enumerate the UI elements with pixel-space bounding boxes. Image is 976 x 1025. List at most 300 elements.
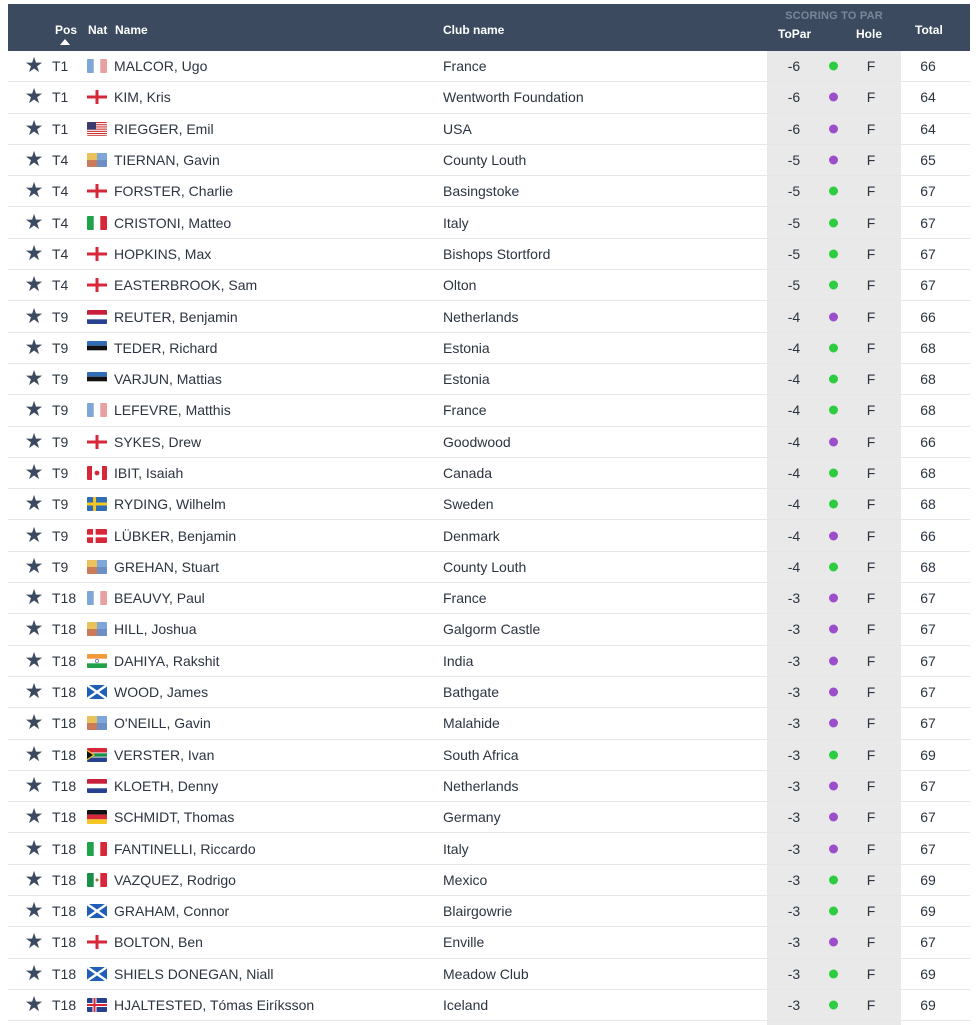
- table-row[interactable]: [8, 833, 970, 864]
- status-dot-icon: [829, 62, 838, 71]
- hole-status: F: [866, 934, 876, 951]
- position: T4: [52, 277, 69, 294]
- table-row[interactable]: [8, 614, 970, 645]
- favorite-star-icon[interactable]: ★: [24, 836, 44, 860]
- to-par-score: -4: [787, 371, 801, 388]
- player-name[interactable]: KIM, Kris: [114, 89, 171, 106]
- hole-status: F: [866, 58, 876, 75]
- total-score: 67: [920, 934, 936, 951]
- table-row[interactable]: [8, 301, 970, 332]
- status-dot-icon: [829, 281, 838, 290]
- position: T18: [52, 809, 77, 826]
- club-name: USA: [443, 120, 472, 137]
- favorite-star-icon[interactable]: ★: [24, 867, 44, 891]
- to-par-score: -4: [787, 527, 801, 544]
- table-row[interactable]: [8, 646, 970, 677]
- club-name: Malahide: [443, 715, 500, 732]
- player-name[interactable]: SCHMIDT, Thomas: [114, 809, 235, 826]
- club-name: Italy: [443, 214, 469, 231]
- hole-status: F: [866, 308, 876, 325]
- flag-in-icon: [87, 654, 107, 668]
- to-par-score: -6: [787, 89, 801, 106]
- position: T1: [52, 89, 69, 106]
- total-score: 67: [920, 277, 936, 294]
- total-score: 67: [920, 777, 936, 794]
- total-score: 67: [920, 183, 936, 200]
- flag-ca-icon: [87, 466, 107, 480]
- status-dot-icon: [829, 93, 838, 102]
- player-name[interactable]: VAZQUEZ, Rodrigo: [114, 871, 236, 888]
- player-name[interactable]: SYKES, Drew: [114, 433, 202, 450]
- total-score: 67: [920, 684, 936, 701]
- total-score: 66: [920, 58, 936, 75]
- total-score: 68: [920, 402, 936, 419]
- flag-en-icon: [87, 247, 107, 261]
- hole-status: F: [866, 183, 876, 200]
- position: T18: [52, 715, 77, 732]
- position: T9: [52, 402, 69, 419]
- total-score: 65: [920, 152, 936, 169]
- position: T1: [52, 58, 69, 75]
- table-row[interactable]: [8, 771, 970, 802]
- to-par-score: -3: [787, 652, 801, 669]
- player-name[interactable]: CRISTONI, Matteo: [114, 214, 232, 231]
- hole-status: F: [866, 840, 876, 857]
- position: T9: [52, 558, 69, 575]
- club-name: Sweden: [443, 496, 494, 513]
- position: T18: [52, 840, 77, 857]
- table-row[interactable]: [8, 927, 970, 958]
- flag-fr-icon: [87, 591, 107, 605]
- table-row[interactable]: [8, 959, 970, 990]
- player-name[interactable]: HOPKINS, Max: [114, 245, 212, 262]
- table-row[interactable]: [8, 82, 970, 113]
- status-dot-icon: [829, 938, 838, 947]
- hole-status: F: [866, 621, 876, 638]
- favorite-star-icon[interactable]: ★: [24, 899, 44, 923]
- flag-en-icon: [87, 935, 107, 949]
- position: T4: [52, 183, 69, 200]
- status-dot-icon: [829, 813, 838, 822]
- column-header-name[interactable]: Name: [115, 23, 148, 37]
- table-row[interactable]: [8, 489, 970, 520]
- to-par-score: -5: [787, 277, 801, 294]
- table-row[interactable]: [8, 458, 970, 489]
- to-par-score: -3: [787, 809, 801, 826]
- flag-ee-icon: [87, 341, 107, 355]
- table-row[interactable]: [8, 145, 970, 176]
- hole-status: F: [866, 997, 876, 1014]
- club-name: Basingstoke: [443, 183, 520, 200]
- flag-is-icon: [87, 998, 107, 1012]
- position: T9: [52, 339, 69, 356]
- player-name[interactable]: VERSTER, Ivan: [114, 746, 215, 763]
- favorite-star-icon[interactable]: ★: [24, 648, 44, 672]
- to-par-score: -6: [787, 58, 801, 75]
- total-score: 69: [920, 746, 936, 763]
- player-name[interactable]: O'NEILL, Gavin: [114, 715, 211, 732]
- total-score: 66: [920, 527, 936, 544]
- flag-se-icon: [87, 497, 107, 511]
- total-score: 69: [920, 871, 936, 888]
- flag-en-icon: [87, 435, 107, 449]
- status-dot-icon: [829, 124, 838, 133]
- flag-it-icon: [87, 842, 107, 856]
- position: T18: [52, 871, 77, 888]
- total-score: 68: [920, 371, 936, 388]
- favorite-star-icon[interactable]: ★: [24, 711, 44, 735]
- player-name[interactable]: HILL, Joshua: [114, 621, 197, 638]
- flag-fr-icon: [87, 403, 107, 417]
- position: T18: [52, 965, 77, 982]
- position: T18: [52, 746, 77, 763]
- club-name: Denmark: [443, 527, 500, 544]
- status-dot-icon: [829, 375, 838, 384]
- table-row[interactable]: [8, 708, 970, 739]
- flag-ie-icon: [87, 560, 107, 574]
- leaderboard-rows: [8, 51, 970, 1021]
- to-par-score: -4: [787, 496, 801, 513]
- favorite-star-icon[interactable]: ★: [24, 241, 44, 265]
- flag-en-icon: [87, 90, 107, 104]
- status-dot-icon: [829, 406, 838, 415]
- flag-en-icon: [87, 184, 107, 198]
- player-name[interactable]: KLOETH, Denny: [114, 777, 219, 794]
- status-dot-icon: [829, 750, 838, 759]
- total-score: 68: [920, 465, 936, 481]
- to-par-score: -5: [787, 183, 801, 200]
- position: T4: [52, 152, 69, 169]
- table-row[interactable]: [8, 270, 970, 301]
- position: T4: [52, 214, 69, 231]
- to-par-score: -5: [787, 214, 801, 231]
- to-par-score: -4: [787, 465, 801, 481]
- table-row[interactable]: [8, 520, 970, 551]
- flag-ie-icon: [87, 716, 107, 730]
- favorite-star-icon[interactable]: ★: [24, 398, 44, 422]
- to-par-score: -4: [787, 558, 801, 575]
- status-dot-icon: [829, 218, 838, 227]
- club-name: County Louth: [443, 152, 527, 169]
- table-row[interactable]: [8, 802, 970, 833]
- club-name: South Africa: [443, 746, 519, 763]
- to-par-score: -3: [787, 590, 801, 607]
- total-score: 68: [920, 496, 936, 513]
- club-name: Enville: [443, 934, 485, 951]
- to-par-score: -4: [787, 402, 801, 419]
- player-name[interactable]: TIERNAN, Gavin: [114, 152, 220, 169]
- favorite-star-icon[interactable]: ★: [24, 85, 44, 109]
- flag-nl-icon: [87, 779, 107, 793]
- flag-za-icon: [87, 748, 107, 762]
- to-par-score: -3: [787, 684, 801, 701]
- table-row[interactable]: [8, 364, 970, 395]
- status-dot-icon: [829, 562, 838, 571]
- hole-status: F: [866, 777, 876, 794]
- player-name[interactable]: HJALTESTED, Tómas Eiríksson: [114, 997, 315, 1014]
- position: T18: [52, 903, 77, 920]
- favorite-star-icon[interactable]: ★: [24, 492, 44, 516]
- favorite-star-icon[interactable]: ★: [24, 429, 44, 453]
- position: T18: [52, 590, 77, 607]
- total-score: 64: [920, 120, 936, 137]
- club-name: France: [443, 58, 487, 75]
- player-name[interactable]: RYDING, Wilhelm: [114, 496, 226, 513]
- club-name: Blairgowrie: [443, 903, 513, 920]
- player-name[interactable]: VARJUN, Mattias: [114, 371, 222, 388]
- to-par-score: -3: [787, 903, 801, 920]
- player-name[interactable]: EASTERBROOK, Sam: [114, 277, 258, 294]
- hole-status: F: [866, 402, 876, 419]
- status-dot-icon: [829, 187, 838, 196]
- position: T18: [52, 997, 77, 1014]
- player-name[interactable]: FANTINELLI, Riccardo: [114, 840, 256, 857]
- player-name[interactable]: FORSTER, Charlie: [114, 183, 234, 200]
- flag-de-icon: [87, 810, 107, 824]
- club-name: Netherlands: [443, 777, 519, 794]
- favorite-star-icon[interactable]: ★: [24, 179, 44, 203]
- flag-ie-icon: [87, 622, 107, 636]
- position: T18: [52, 621, 77, 638]
- status-dot-icon: [829, 594, 838, 603]
- favorite-star-icon[interactable]: ★: [24, 523, 44, 547]
- total-score: 67: [920, 840, 936, 857]
- total-score: 67: [920, 621, 936, 638]
- flag-us-icon: [87, 122, 107, 136]
- to-par-score: -5: [787, 245, 801, 262]
- hole-status: F: [866, 746, 876, 763]
- table-row[interactable]: [8, 427, 970, 458]
- club-name: France: [443, 402, 487, 419]
- status-dot-icon: [829, 1001, 838, 1010]
- to-par-score: -3: [787, 777, 801, 794]
- table-row[interactable]: [8, 990, 970, 1021]
- total-score: 66: [920, 308, 936, 325]
- hole-status: F: [866, 903, 876, 920]
- flag-dk-icon: [87, 529, 107, 543]
- total-score: 66: [920, 433, 936, 450]
- total-score: 68: [920, 558, 936, 575]
- favorite-star-icon[interactable]: ★: [24, 116, 44, 140]
- favorite-star-icon[interactable]: ★: [24, 554, 44, 578]
- total-score: 69: [920, 997, 936, 1014]
- club-name: Goodwood: [443, 433, 511, 450]
- status-dot-icon: [829, 656, 838, 665]
- club-name: Estonia: [443, 339, 490, 356]
- flag-sc-icon: [87, 967, 107, 981]
- favorite-star-icon[interactable]: ★: [24, 461, 44, 484]
- club-name: Canada: [443, 465, 493, 481]
- table-row[interactable]: [8, 395, 970, 426]
- position: T18: [52, 652, 77, 669]
- position: T9: [52, 371, 69, 388]
- hole-status: F: [866, 965, 876, 982]
- position: T9: [52, 433, 69, 450]
- hole-status: F: [866, 652, 876, 669]
- club-name: Bathgate: [443, 684, 500, 701]
- column-header-nat[interactable]: Nat: [88, 23, 108, 37]
- flag-en-icon: [87, 278, 107, 292]
- flag-sc-icon: [87, 685, 107, 699]
- table-row[interactable]: [8, 176, 970, 207]
- hole-status: F: [866, 558, 876, 575]
- scoring-to-par-label: SCORING TO PAR: [785, 10, 883, 22]
- status-dot-icon: [829, 875, 838, 884]
- total-score: 69: [920, 903, 936, 920]
- total-score: 67: [920, 590, 936, 607]
- club-name: Galgorm Castle: [443, 621, 541, 638]
- sort-ascending-icon[interactable]: [60, 39, 70, 45]
- position: T18: [52, 934, 77, 951]
- to-par-score: -3: [787, 871, 801, 888]
- favorite-star-icon[interactable]: ★: [24, 54, 44, 78]
- total-score: 67: [920, 214, 936, 231]
- total-score: 68: [920, 339, 936, 356]
- player-name[interactable]: LEFEVRE, Matthis: [114, 402, 231, 419]
- to-par-score: -3: [787, 621, 801, 638]
- status-dot-icon: [829, 249, 838, 258]
- player-name[interactable]: IBIT, Isaiah: [114, 465, 184, 481]
- player-name[interactable]: GRAHAM, Connor: [114, 903, 230, 920]
- column-header-club[interactable]: Club name: [443, 23, 505, 37]
- favorite-star-icon[interactable]: ★: [24, 993, 44, 1017]
- to-par-score: -3: [787, 934, 801, 951]
- to-par-score: -3: [787, 840, 801, 857]
- club-name: France: [443, 590, 487, 607]
- column-header-topar[interactable]: ToPar: [778, 27, 812, 41]
- leaderboard: [8, 4, 970, 1021]
- player-name[interactable]: RIEGGER, Emil: [114, 120, 214, 137]
- hole-status: F: [866, 465, 876, 481]
- status-dot-icon: [829, 469, 838, 478]
- to-par-score: -6: [787, 120, 801, 137]
- status-dot-icon: [829, 781, 838, 790]
- hole-status: F: [866, 120, 876, 137]
- column-header-pos[interactable]: Pos: [55, 23, 78, 37]
- status-dot-icon: [829, 156, 838, 165]
- status-dot-icon: [829, 343, 838, 352]
- player-name[interactable]: SHIELS DONEGAN, Niall: [114, 965, 274, 982]
- table-row[interactable]: [8, 333, 970, 364]
- favorite-star-icon[interactable]: ★: [24, 586, 44, 610]
- hole-status: F: [866, 433, 876, 450]
- table-row[interactable]: [8, 583, 970, 614]
- player-name[interactable]: REUTER, Benjamin: [114, 308, 238, 325]
- hole-status: F: [866, 684, 876, 701]
- favorite-star-icon[interactable]: ★: [24, 367, 44, 391]
- table-row[interactable]: [8, 207, 970, 238]
- hole-status: F: [866, 214, 876, 231]
- status-dot-icon: [829, 719, 838, 728]
- flag-sc-icon: [87, 904, 107, 918]
- player-name[interactable]: BEAUVY, Paul: [114, 590, 205, 607]
- favorite-star-icon[interactable]: ★: [24, 335, 44, 359]
- favorite-star-icon[interactable]: ★: [24, 961, 44, 985]
- table-row[interactable]: [8, 740, 970, 771]
- table-row[interactable]: [8, 896, 970, 927]
- club-name: Olton: [443, 277, 477, 294]
- favorite-star-icon[interactable]: ★: [24, 617, 44, 641]
- club-name: Estonia: [443, 371, 490, 388]
- flag-ee-icon: [87, 372, 107, 386]
- status-dot-icon: [829, 688, 838, 697]
- flag-mx-icon: [87, 873, 107, 887]
- column-header-hole[interactable]: Hole: [856, 27, 883, 41]
- player-name[interactable]: LÜBKER, Benjamin: [114, 527, 237, 544]
- total-score: 67: [920, 652, 936, 669]
- status-dot-icon: [829, 500, 838, 509]
- position: T9: [52, 496, 69, 513]
- total-score: 69: [920, 965, 936, 982]
- to-par-score: -3: [787, 746, 801, 763]
- hole-status: F: [866, 339, 876, 356]
- total-score: 67: [920, 715, 936, 732]
- favorite-star-icon[interactable]: ★: [24, 930, 44, 954]
- favorite-star-icon[interactable]: ★: [24, 805, 44, 829]
- hole-status: F: [866, 89, 876, 106]
- to-par-score: -4: [787, 339, 801, 356]
- status-dot-icon: [829, 625, 838, 634]
- player-name[interactable]: GREHAN, Stuart: [114, 558, 220, 575]
- column-header-total[interactable]: Total: [915, 23, 943, 37]
- table-row[interactable]: [8, 677, 970, 708]
- position: T18: [52, 777, 77, 794]
- hole-status: F: [866, 277, 876, 294]
- status-dot-icon: [829, 437, 838, 446]
- to-par-score: -5: [787, 152, 801, 169]
- club-name: Italy: [443, 840, 469, 857]
- favorite-star-icon[interactable]: ★: [24, 304, 44, 328]
- flag-it-icon: [87, 216, 107, 230]
- player-name[interactable]: BOLTON, Ben: [114, 934, 203, 951]
- flag-nl-icon: [87, 310, 107, 324]
- total-score: 67: [920, 809, 936, 826]
- status-dot-icon: [829, 844, 838, 853]
- player-name[interactable]: MALCOR, Ugo: [114, 58, 208, 75]
- table-row[interactable]: [8, 114, 970, 145]
- status-dot-icon: [829, 907, 838, 916]
- club-name: Iceland: [443, 997, 489, 1014]
- flag-ie-icon: [87, 153, 107, 167]
- favorite-star-icon[interactable]: ★: [24, 742, 44, 766]
- to-par-score: -3: [787, 997, 801, 1014]
- club-name: Meadow Club: [443, 965, 529, 982]
- player-name[interactable]: WOOD, James: [114, 684, 209, 701]
- hole-status: F: [866, 590, 876, 607]
- position: T9: [52, 308, 69, 325]
- player-name[interactable]: TEDER, Richard: [114, 339, 218, 356]
- to-par-score: -3: [787, 965, 801, 982]
- table-row[interactable]: [8, 552, 970, 583]
- table-row[interactable]: [8, 51, 970, 82]
- favorite-star-icon[interactable]: ★: [24, 680, 44, 704]
- to-par-score: -4: [787, 308, 801, 325]
- flag-fr-icon: [87, 59, 107, 73]
- favorite-star-icon[interactable]: ★: [24, 273, 44, 297]
- favorite-star-icon[interactable]: ★: [24, 773, 44, 797]
- favorite-star-icon[interactable]: ★: [24, 210, 44, 234]
- club-name: Wentworth Foundation: [443, 89, 584, 106]
- to-par-score: -3: [787, 715, 801, 732]
- total-score: 64: [920, 89, 936, 106]
- table-row[interactable]: [8, 865, 970, 896]
- position: T18: [52, 684, 77, 701]
- position: T1: [52, 120, 69, 137]
- club-name: India: [443, 652, 474, 669]
- table-row[interactable]: [8, 239, 970, 270]
- player-name[interactable]: DAHIYA, Rakshit: [114, 652, 220, 669]
- favorite-star-icon[interactable]: ★: [24, 148, 44, 172]
